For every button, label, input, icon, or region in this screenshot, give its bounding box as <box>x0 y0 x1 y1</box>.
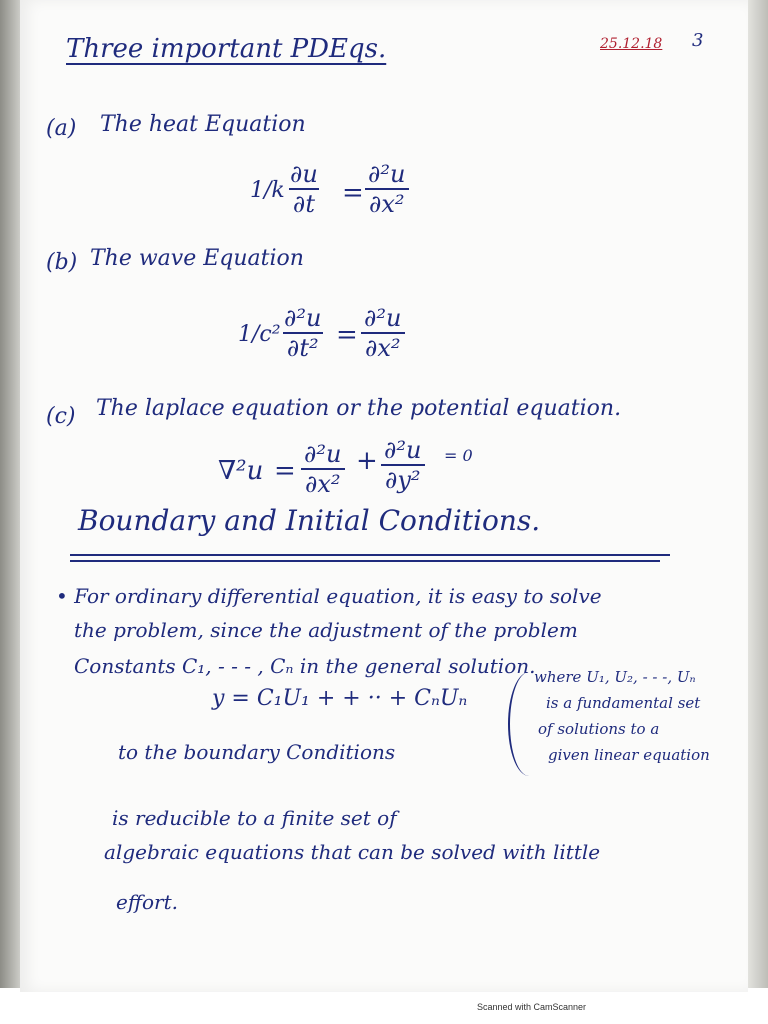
laplace-term2-numerator: ∂²u <box>384 436 422 464</box>
section-b-title: The wave Equation <box>90 246 304 271</box>
heading-underline-1 <box>70 554 670 556</box>
background-edge-right <box>746 0 768 1024</box>
paragraph-line-2: the problem, since the adjustment of the problem <box>74 618 578 642</box>
section-a-label: (a) <box>46 116 77 141</box>
wave-lhs-fraction <box>280 304 326 362</box>
wave-coefficient: 1/c² <box>238 322 281 347</box>
heat-coefficient: 1/k <box>250 178 285 203</box>
heat-equals: = <box>342 178 364 208</box>
paragraph-line-1: • For ordinary differential equation, it is easy to solve <box>56 584 602 608</box>
paragraph-line-4: to the boundary Conditions <box>118 740 396 764</box>
side-note-line-4: given linear equation <box>548 746 710 764</box>
wave-equals: = <box>336 320 358 350</box>
section-c-label: (c) <box>46 404 76 429</box>
section-a-title: The heat Equation <box>100 112 306 137</box>
laplace-tail: = 0 <box>444 446 473 465</box>
laplace-term1-denominator: ∂x² <box>301 468 345 498</box>
general-solution: y = C₁U₁ + + ·· + CₙUₙ <box>212 686 468 711</box>
heat-rhs-fraction <box>364 160 410 218</box>
heat-rhs-denominator: ∂x² <box>365 188 409 218</box>
heat-lhs-denominator: ∂t <box>289 188 319 218</box>
heat-rhs-numerator: ∂²u <box>368 160 406 188</box>
wave-rhs-numerator: ∂²u <box>364 304 402 332</box>
wave-lhs-numerator: ∂²u <box>284 304 322 332</box>
laplace-term2-denominator: ∂y² <box>381 464 425 494</box>
laplace-equals: = <box>274 456 296 486</box>
heat-lhs-fraction <box>286 160 322 218</box>
page-number: 3 <box>692 30 704 51</box>
section-b-label: (b) <box>46 250 78 275</box>
wave-lhs-denominator: ∂t² <box>283 332 323 362</box>
laplace-lhs: ∇²u <box>218 456 264 486</box>
laplace-term2-fraction <box>380 436 426 494</box>
paragraph-line-6: algebraic equations that can be solved with little <box>104 840 601 864</box>
paragraph-line-3: Constants C₁, - - - , Cₙ in the general solution. <box>74 654 536 678</box>
heat-lhs-numerator: ∂u <box>290 160 318 188</box>
side-note-line-2: is a fundamental set <box>546 694 701 712</box>
wave-rhs-fraction <box>360 304 406 362</box>
section-heading: Boundary and Initial Conditions. <box>78 504 541 537</box>
heading-underline-2 <box>70 560 660 562</box>
side-note-line-1: where U₁, U₂, - - -, Uₙ <box>534 668 696 686</box>
laplace-term1-numerator: ∂²u <box>304 440 342 468</box>
scanner-watermark-text: Scanned with CamScanner <box>476 1002 586 1012</box>
scanner-watermark <box>0 1002 768 1012</box>
side-note-line-3: of solutions to a <box>538 720 660 738</box>
wave-rhs-denominator: ∂x² <box>361 332 405 362</box>
paragraph-line-5: is reducible to a finite set of <box>112 806 397 830</box>
paragraph-line-7: effort. <box>116 890 179 914</box>
page-title: Three important PDEqs. <box>66 34 387 64</box>
laplace-term1-fraction <box>300 440 346 498</box>
section-c-title: The laplace equation or the potential equation. <box>96 396 622 421</box>
page-date-mark: 25.12.18 <box>600 36 663 52</box>
laplace-plus: + <box>356 446 378 476</box>
